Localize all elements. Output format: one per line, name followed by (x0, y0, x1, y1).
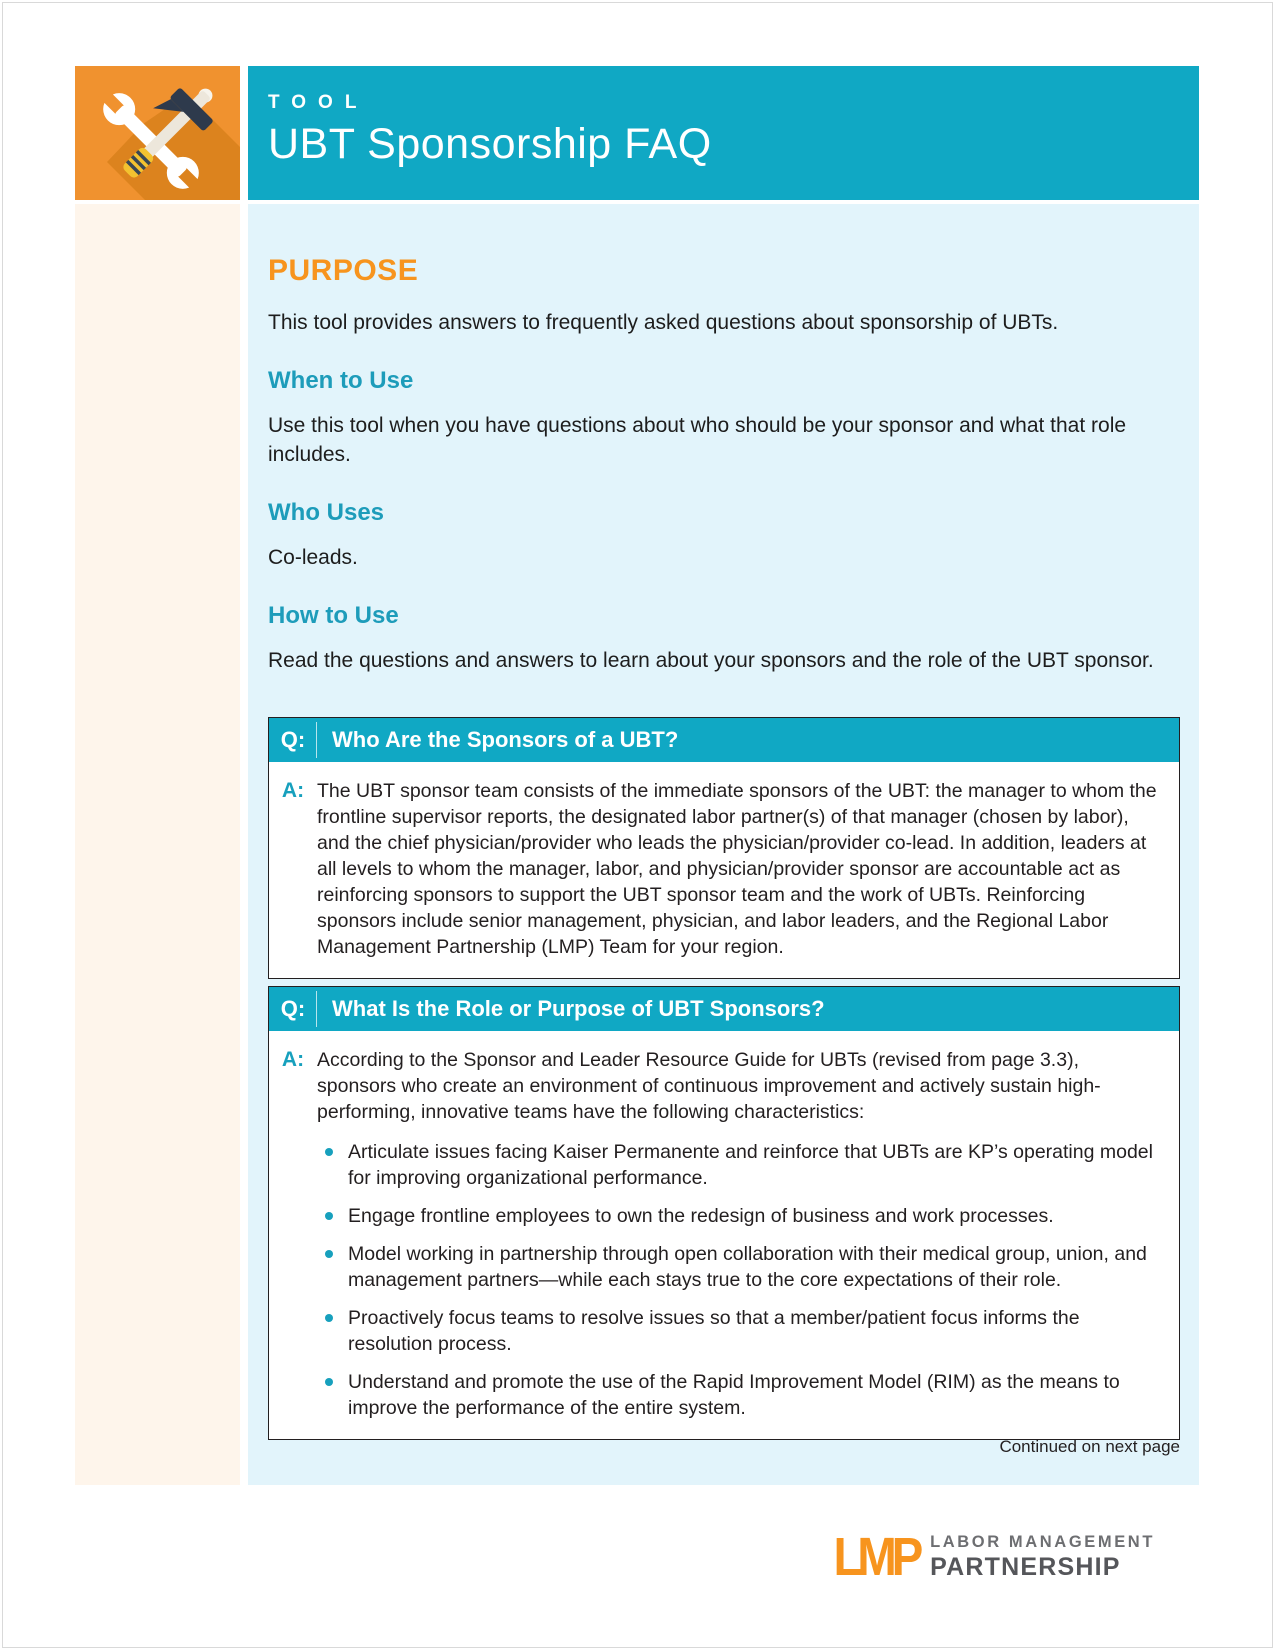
q-label: Q: (269, 718, 317, 762)
faq-item-2 (268, 986, 1180, 1440)
header-banner (248, 66, 1199, 200)
a-label: A: (281, 779, 305, 802)
who-uses-heading: Who Uses (268, 499, 385, 526)
doc-type-label: TOOL (268, 92, 369, 113)
purpose-body: This tool provides answers to frequently asked questions about sponsorship of UBTs. (268, 311, 1059, 334)
answer-bullet-list (317, 1139, 1159, 1421)
logo-line1: LABOR MANAGEMENT (930, 1533, 1155, 1552)
bullet-item: Articulate issues facing Kaiser Permanente and reinforce that UBTs are KP’s operating model for improving organizational performance. (325, 1139, 1159, 1191)
how-to-use-heading: How to Use (268, 602, 399, 629)
page-title: UBT Sponsorship FAQ (268, 120, 712, 168)
question-bar (269, 987, 1179, 1031)
bullet-item: Model working in partnership through open collaboration with their medical group, union, and management partners—while each stays true to the core expectations of their role. (325, 1241, 1159, 1293)
when-to-use-body: Use this tool when you have questions about who should be your sponsor and what that role includes. (268, 414, 1127, 466)
logo-line2: PARTNERSHIP (930, 1552, 1121, 1581)
answer-text (317, 1047, 1159, 1421)
bullet-item: Engage frontline employees to own the redesign of business and work processes. (325, 1203, 1159, 1229)
continued-note: Continued on next page (999, 1437, 1180, 1456)
hammer-and-wrench-icon (75, 66, 240, 200)
question-title: What Is the Role or Purpose of UBT Sponsors? (332, 996, 825, 1021)
content-area (248, 204, 1199, 1485)
who-uses-body: Co-leads. (268, 546, 358, 569)
question-title: Who Are the Sponsors of a UBT? (332, 727, 679, 752)
lmp-logo (822, 1527, 1155, 1587)
faq-item-1 (268, 717, 1180, 979)
lmp-logo-text (930, 1534, 1155, 1580)
sidebar-strip (75, 204, 240, 1485)
bullet-item: Proactively focus teams to resolve issues so that a member/patient focus informs the resolution process. (325, 1305, 1159, 1357)
tools-illustration (75, 66, 240, 200)
a-label: A: (281, 1048, 305, 1071)
answer-section (269, 1031, 1179, 1439)
answer-intro: According to the Sponsor and Leader Resource Guide for UBTs (revised from page 3.3), sponsors who create an environment of continuous improvement and actively sustain high-performing, innovative teams have the following characteristics: (317, 1049, 1101, 1123)
lmp-logo-mark: LMP (833, 1527, 919, 1587)
question-bar (269, 718, 1179, 762)
when-to-use-heading: When to Use (268, 367, 414, 394)
how-to-use-body: Read the questions and answers to learn about your sponsors and the role of the UBT sponsor. (268, 649, 1154, 672)
bullet-item: Understand and promote the use of the Rapid Improvement Model (RIM) as the means to improve the performance of the entire system. (325, 1369, 1159, 1421)
q-label: Q: (269, 987, 317, 1031)
answer-text: The UBT sponsor team consists of the immediate sponsors of the UBT: the manager to whom the frontline supervisor reports, the designated labor partner(s) of that manager (chosen by labor), and the chief physician/provider who leads the physician/provider co-lead. In addition, leaders at all levels to whom the manager, labor, and physician/provider sponsor are accountable act as reinforcing sponsors to support the UBT sponsor team and the work of UBTs. Reinforcing sponsors include senior management, physician, and labor leaders, and the Regional Labor Management Partnership (LMP) Team for your region. (317, 780, 1157, 958)
answer-section (269, 762, 1179, 978)
purpose-heading: PURPOSE (268, 254, 419, 287)
